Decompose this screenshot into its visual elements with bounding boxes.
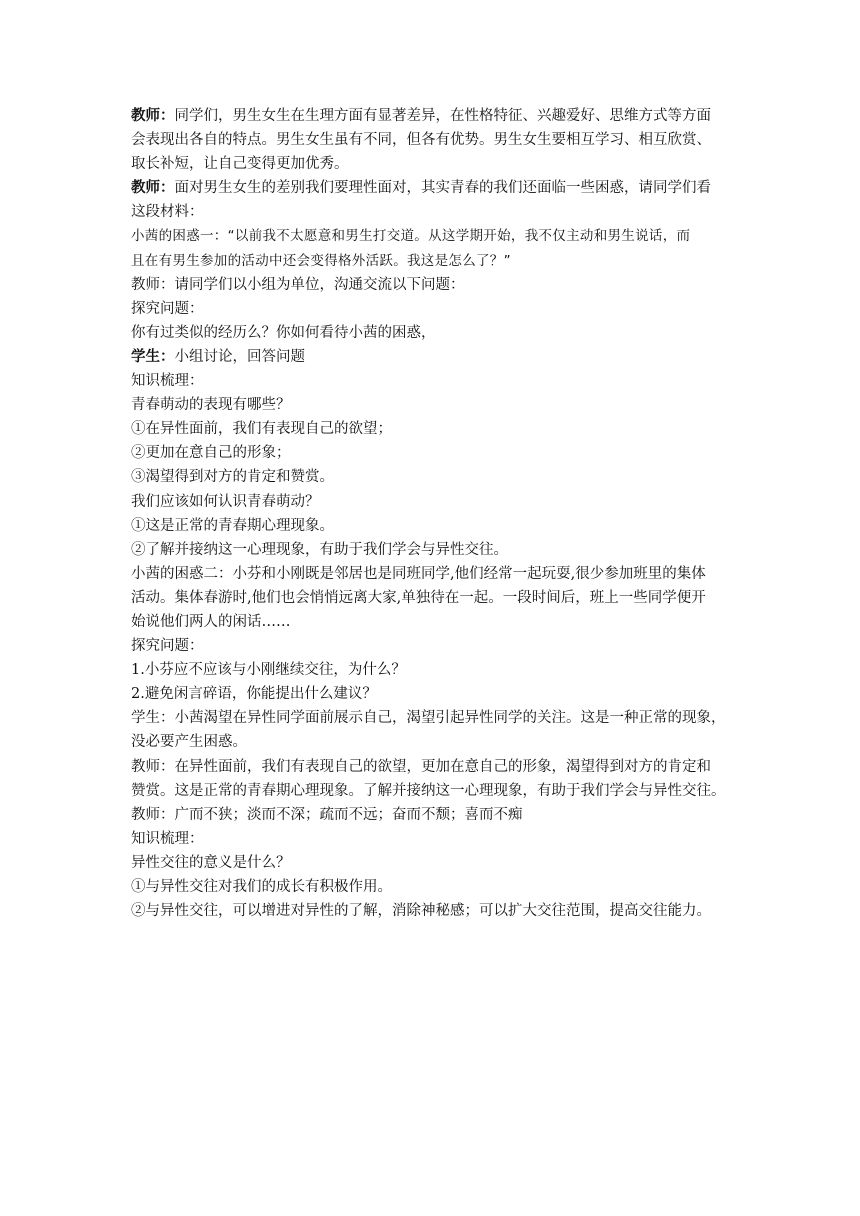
inquiry-question: 你有过类似的经历么？你如何看待小茜的困惑， [131, 324, 436, 341]
list-item: ②更加在意自己的形象； [131, 445, 291, 462]
inquiry-question: 2.避免闲言碎语，你能提出什么建议？ [131, 686, 377, 703]
paragraph-1-line-3: 取长补短，让自己变得更加优秀。 [131, 156, 349, 173]
paragraph-2-line-1 [131, 176, 731, 200]
inquiry-heading: 探究问题： [131, 638, 204, 655]
teacher-summary-line-2: 赞赏。这是正常的青春期心理现象。了解并接纳这一心理现象，有助于我们学会与异性交往。 [131, 782, 726, 799]
teacher-summary-line-1: 教师：在异性面前，我们有表现自己的欲望，更加在意自己的形象，渴望得到对方的肯定和 [131, 758, 711, 775]
inquiry-heading: 探究问题： [131, 300, 204, 317]
student-response [131, 345, 731, 369]
paragraph-1-line-2: 会表现出各自的特点。男生女生虽有不同，但各有优势。男生女生要相互学习、相互欣赏、 [131, 132, 711, 149]
material-1-line-2: 且在有男生参加的活动中还会变得格外活跃。我这是怎么了？” [131, 252, 511, 269]
paragraph-1-line-1 [131, 104, 731, 128]
list-item: ①与异性交往对我们的成长有积极作用。 [131, 879, 392, 895]
speaker-teacher: 教师： [131, 179, 175, 197]
student-response-text: 小组讨论，回答问题 [174, 348, 305, 365]
document-body [131, 104, 731, 923]
knowledge-heading: 知识梳理： [131, 373, 204, 390]
list-item: ①在异性面前，我们有表现自己的欲望； [131, 421, 392, 438]
question-line: 异性交往的意义是什么？ [131, 854, 291, 871]
paragraph-text: 面对男生女生的差别我们要理性面对，其实青春的我们还面临一些困惑，请同学们看 [174, 180, 711, 197]
speaker-student: 学生： [131, 347, 175, 365]
teacher-instruction: 教师：请同学们以小组为单位，沟通交流以下问题： [131, 276, 465, 293]
paragraph-2-line-2: 这段材料： [131, 204, 204, 221]
speaker-teacher: 教师： [131, 107, 175, 124]
question-line: 青春萌动的表现有哪些？ [131, 397, 291, 414]
inquiry-question: 1.小芬应不应该与小刚继续交往，为什么？ [131, 662, 406, 679]
knowledge-heading: 知识梳理： [131, 830, 204, 847]
list-item: ①这是正常的青春期心理现象。 [131, 517, 334, 534]
question-line: 我们应该如何认识青春萌动？ [131, 493, 320, 510]
material-2-line-3: 始说他们两人的闲话…… [131, 613, 291, 630]
list-item: ③渴望得到对方的肯定和赞赏。 [131, 469, 334, 486]
material-2-line-1: 小茜的困惑二：小芬和小刚既是邻居也是同班同学,他们经常一起玩耍,很少参加班里的集体 [131, 565, 706, 582]
student-answer-line-2: 没必要产生困惑。 [131, 734, 247, 751]
material-2-line-2: 活动。集体春游时,他们也会悄悄远离大家,单独待在一起。一段时间后，班上一些同学便开 [131, 589, 706, 606]
student-answer-line-1: 学生：小茜渴望在异性同学面前展示自己，渴望引起异性同学的关注。这是一种正常的现象， [131, 710, 726, 727]
material-1-line-1: 小茜的困惑一：“以前我不太愿意和男生打交道。从这学期开始，我不仅主动和男生说话，而 [131, 228, 691, 245]
list-item: ②与异性交往，可以增进对异性的了解，消除神秘感；可以扩大交往范围，提高交往能力。 [131, 903, 711, 920]
paragraph-text: 同学们，男生女生在生理方面有显著差异，在性格特征、兴趣爱好、思维方式等方面 [174, 108, 711, 124]
teacher-principles: 教师：广而不狭；淡而不深；疏而不远；奋而不颓；喜而不痴 [131, 806, 523, 823]
list-item: ②了解并接纳这一心理现象，有助于我们学会与异性交往。 [131, 541, 508, 558]
